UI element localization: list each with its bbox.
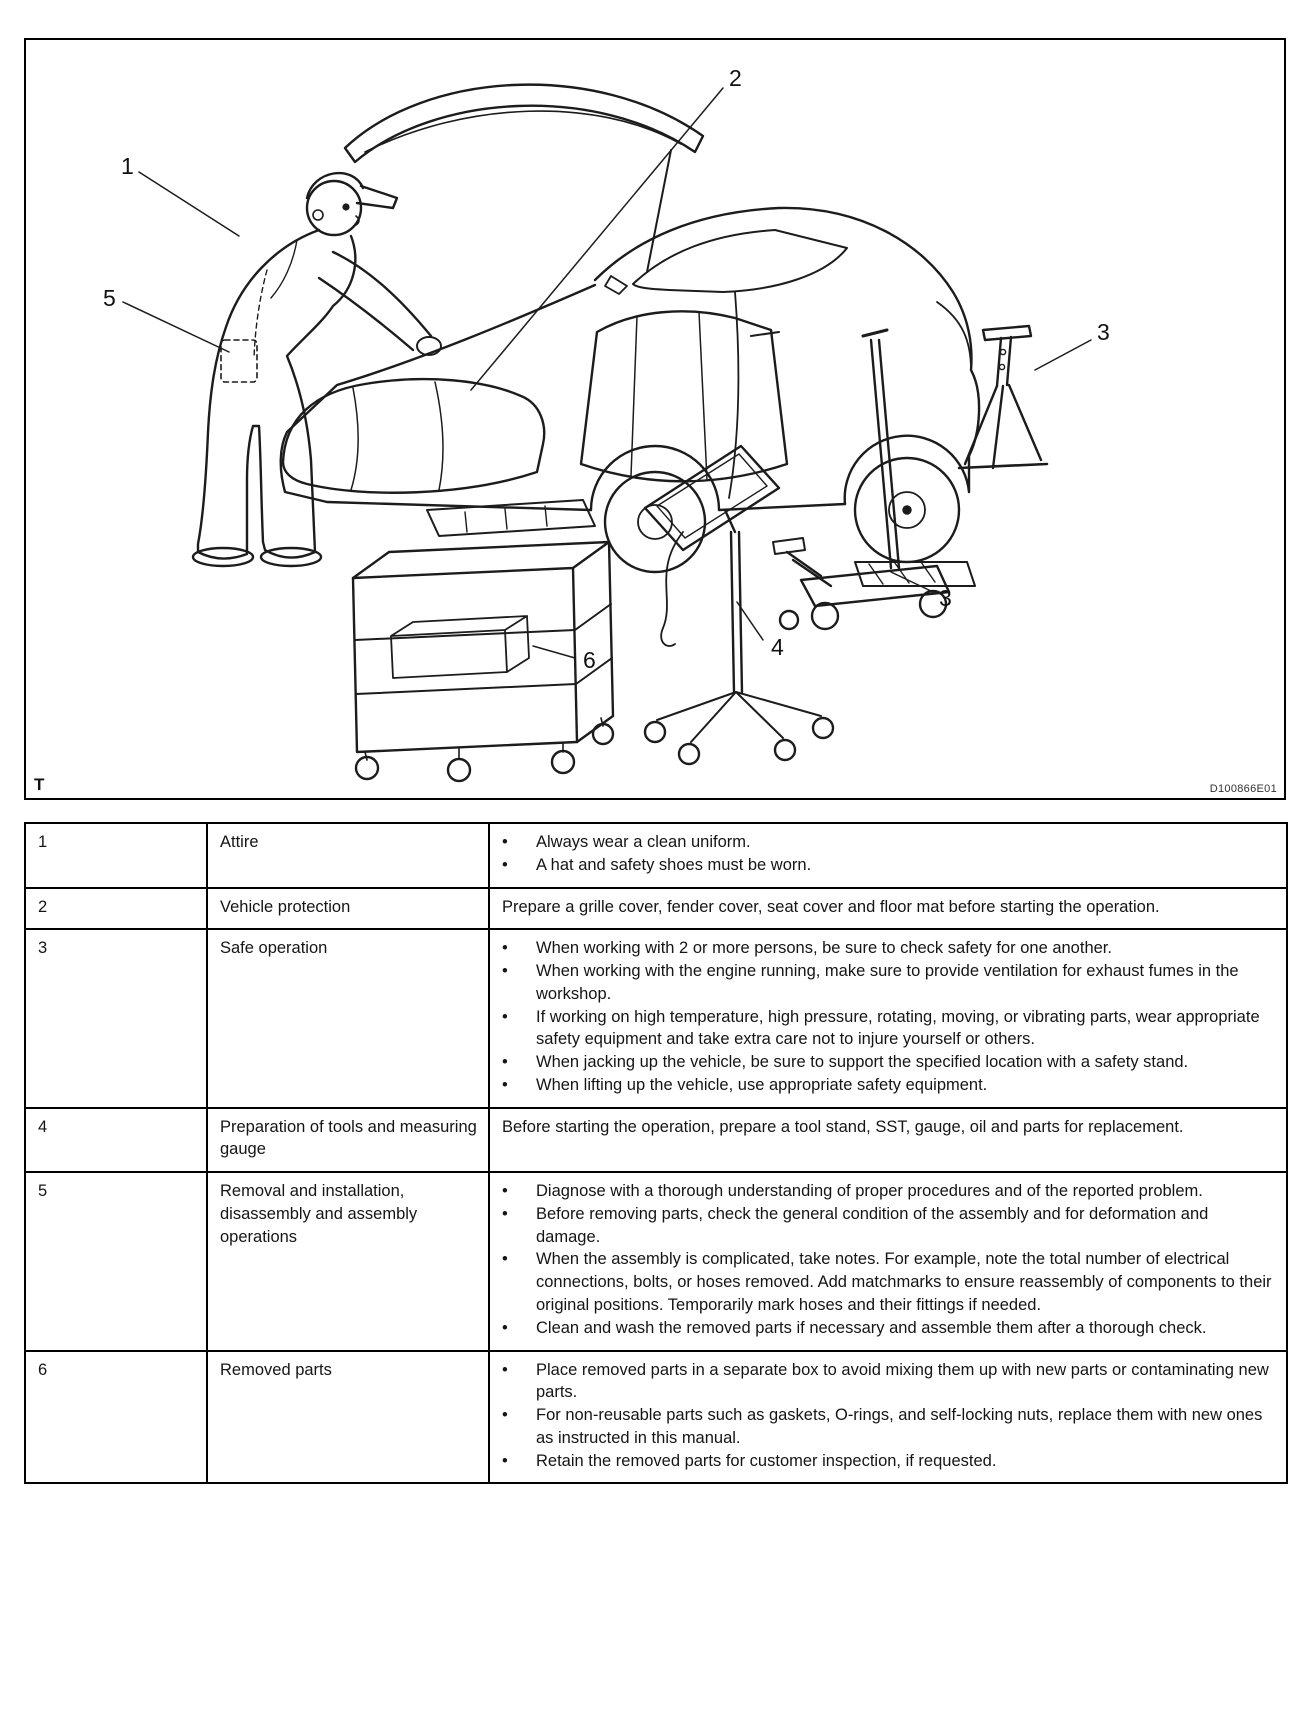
bullet-dot: •	[502, 855, 508, 874]
row-number: 1	[25, 823, 207, 888]
description-text: Prepare a grille cover, fender cover, seat cover and floor mat before starting the operation.	[502, 897, 1160, 916]
bullet-item	[502, 1074, 1276, 1097]
legend-row	[25, 1351, 1287, 1484]
bullet-text: For non-reusable parts such as gaskets, O-rings, and self-locking nuts, replace them with new ones as instructed in this manual.	[536, 1406, 1263, 1447]
description-text: Before starting the operation, prepare a tool stand, SST, gauge, oil and parts for replacement.	[502, 1117, 1184, 1136]
legend-row	[25, 1172, 1287, 1350]
row-description	[489, 1351, 1287, 1484]
bullet-item	[502, 937, 1276, 960]
callout-2: 2	[729, 65, 742, 91]
wheel-chock-icon	[855, 562, 975, 586]
bullet-text: Clean and wash the removed parts if necessary and assemble them after a thorough check.	[536, 1318, 1207, 1337]
side-cover-icon	[581, 311, 787, 481]
row-description	[489, 929, 1287, 1107]
row-number: 2	[25, 888, 207, 930]
bullet-dot: •	[502, 1204, 508, 1223]
bullet-item	[502, 831, 1276, 854]
legend-row	[25, 888, 1287, 930]
row-title: Safe operation	[207, 929, 489, 1107]
bullet-text: When working with 2 or more persons, be sure to check safety for one another.	[536, 939, 1112, 958]
row-description	[489, 1108, 1287, 1173]
figure-box	[24, 38, 1286, 800]
callout-5: 5	[103, 285, 116, 311]
fender-cover-icon	[283, 379, 544, 493]
callout-4: 4	[771, 634, 784, 660]
workshop-illustration-icon	[26, 40, 1284, 798]
bullet-text: When lifting up the vehicle, use appropriate safety equipment.	[536, 1075, 988, 1094]
bullet-dot: •	[502, 1406, 508, 1425]
open-hood-icon	[345, 85, 703, 272]
row-number: 5	[25, 1172, 207, 1350]
legend-row	[25, 823, 1287, 888]
row-description	[489, 823, 1287, 888]
callout-3-bottom: 3	[939, 585, 952, 611]
figure-corner-label: T	[34, 775, 45, 794]
bullet-item	[502, 1006, 1276, 1052]
legend-table	[24, 822, 1288, 1484]
floor-jack-icon	[773, 330, 949, 629]
bullet-text: Retain the removed parts for customer inspection, if requested.	[536, 1451, 997, 1470]
bullet-text: When working with the engine running, make sure to provide ventilation for exhaust fumes in the workshop.	[536, 962, 1239, 1003]
tool-cart-icon	[353, 500, 613, 781]
bullet-item	[502, 1404, 1276, 1450]
bullet-item	[502, 1359, 1276, 1405]
legend-row	[25, 929, 1287, 1107]
row-number: 4	[25, 1108, 207, 1173]
bullet-text: Before removing parts, check the general condition of the assembly and for deformation and damage.	[536, 1204, 1209, 1246]
bullet-dot: •	[502, 1360, 508, 1379]
legend-row	[25, 1108, 1287, 1173]
row-title: Removal and installation, disassembly and assembly operations	[207, 1172, 489, 1350]
bullet-text: If working on high temperature, high pressure, rotating, moving, or vibrating parts, wear appropriate safety equipment and take extra care not to injure yourself or others.	[536, 1007, 1260, 1049]
bullet-item	[502, 854, 1276, 877]
bullet-dot: •	[502, 1318, 508, 1337]
bullet-text: When jacking up the vehicle, be sure to support the specified location with a safety stand.	[536, 1053, 1189, 1072]
bullet-dot: •	[502, 1451, 508, 1470]
row-title: Preparation of tools and measuring gauge	[207, 1108, 489, 1173]
bullet-item	[502, 1450, 1276, 1473]
bullet-dot: •	[502, 833, 508, 851]
callout-leader-lines	[123, 88, 1091, 658]
bullet-dot: •	[502, 1075, 508, 1094]
bullet-dot: •	[502, 1250, 508, 1269]
bullet-item	[502, 960, 1276, 1006]
bullet-dot: •	[502, 1053, 508, 1072]
row-description	[489, 1172, 1287, 1350]
figure-code: D100866E01	[1209, 783, 1277, 795]
row-description	[489, 888, 1287, 930]
bullet-dot: •	[502, 1007, 508, 1026]
bullet-dot: •	[502, 962, 508, 981]
bullet-text: Place removed parts in a separate box to avoid mixing them up with new parts or contaminating new parts.	[536, 1360, 1269, 1402]
bullet-item	[502, 1051, 1276, 1074]
callout-1: 1	[121, 153, 134, 179]
bullet-text: A hat and safety shoes must be worn.	[536, 855, 812, 874]
bullet-text: When the assembly is complicated, take notes. For example, note the total number of electrical connections, bolts, or hoses removed. Add matchmarks to ensure reassembly of components to their original positions. Temporarily mark hoses and their fittings if needed.	[536, 1250, 1272, 1315]
bullet-dot: •	[502, 939, 508, 958]
callout-3-top: 3	[1097, 319, 1110, 345]
row-title: Vehicle protection	[207, 888, 489, 930]
bullet-item	[502, 1203, 1276, 1249]
row-number: 6	[25, 1351, 207, 1484]
bullet-dot: •	[502, 1182, 508, 1201]
row-title: Removed parts	[207, 1351, 489, 1484]
row-title: Attire	[207, 823, 489, 888]
bullet-text: Always wear a clean uniform.	[536, 833, 751, 851]
bullet-text: Diagnose with a thorough understanding of proper procedures and of the reported problem.	[536, 1182, 1203, 1201]
mechanic-icon	[193, 173, 441, 566]
callout-6: 6	[583, 647, 596, 673]
row-number: 3	[25, 929, 207, 1107]
bullet-item	[502, 1317, 1276, 1340]
bullet-item	[502, 1180, 1276, 1203]
bullet-item	[502, 1248, 1276, 1316]
